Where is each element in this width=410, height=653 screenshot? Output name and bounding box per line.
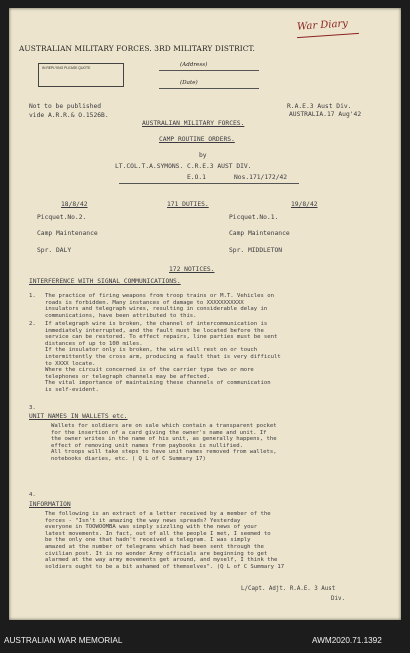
text-line: to XXXX locate. (45, 360, 96, 367)
text-line: effect of removing unit names from paybooks is nullified. (51, 442, 243, 449)
section4-body (45, 511, 385, 570)
unit-heading: R.A.E.3 Aust Div. (287, 103, 352, 110)
orders-heading: CAMP ROUTINE ORDERS. (159, 136, 235, 143)
duty-right-sapper: Spr. MIDDLETON (229, 247, 283, 254)
war-diary-text: War Diary (296, 18, 349, 33)
text-line: alarmed at the way army movements get around, and myself, I think the (45, 557, 278, 564)
text-line: Wallets for soldiers are on sale which contain a transparent pocket (51, 423, 277, 429)
by-line: by (199, 152, 207, 159)
text-line: The following is an extract of a letter received by a member of the (45, 511, 271, 517)
signature-line-2: Div. (331, 596, 345, 602)
duty-left-maintenance: Camp Maintenance (37, 230, 98, 237)
document-page (9, 8, 401, 620)
duty-right-picquet: Picquet.No.1. (229, 214, 279, 221)
text-line: notebooks diaries, etc. ( Q L of C Summary 17) (51, 455, 206, 462)
letterhead-title: AUSTRALIAN MILITARY FORCES. 3RD MILITARY DISTRICT. (19, 44, 255, 53)
reply-quote-box (38, 63, 124, 87)
text-line: for the insertion of a card giving the owner's name and unit. If (51, 429, 267, 436)
section3-title: UNIT NAMES IN WALLETS etc. (29, 413, 128, 420)
text-line: is self-evident. (45, 386, 99, 393)
duties-right-date: 19/8/42 (291, 201, 318, 208)
date-rule (159, 88, 259, 89)
text-line: civilian post. It is no wonder Army officials are beginning to get (45, 550, 268, 557)
text-line: intermittently the cross arm, producing a fault that is very difficult (45, 353, 281, 360)
archive-footer (0, 626, 410, 653)
section1-paragraph2 (45, 321, 385, 394)
text-line: telephones or telegraph channels may be affected. (45, 373, 211, 380)
publication-note-2: vide A.R.R.& O.1526B. (29, 112, 109, 119)
section3-body (51, 423, 385, 463)
section4-number: 4. (29, 492, 36, 498)
country-heading: AUSTRALIA. (289, 111, 327, 118)
text-line: latest movements. In fact, out of all the people I met, I seemed to (45, 530, 271, 537)
section1-title: INTERFERENCE WITH SIGNAL COMMUNICATIONS. (29, 278, 181, 285)
address-label: (Address) (180, 62, 208, 68)
order-numbers: Nos.171/172/42 (234, 174, 288, 181)
para1-number: 1. (29, 293, 36, 299)
section3-number: 3. (29, 405, 36, 411)
duties-left-date: 18/8/42 (61, 201, 88, 208)
text-line: The vital importance of maintaining these channels of communication (45, 380, 271, 387)
text-line: All troops will take steps to have unit names removed from wallets, (51, 449, 277, 456)
signature-line-1: L/Capt. Adjt. R.A.E. 3 Aust (241, 586, 336, 592)
text-line: the owner writes in the name of his unit, as generally happens, the (51, 436, 277, 443)
publication-note-1: Not to be published (29, 103, 102, 110)
annotation-underline (297, 33, 359, 38)
text-line: communications, have been attributed to this. (45, 312, 197, 319)
date-label: (Date) (180, 80, 198, 86)
text-line: If the insulator only is broken, the wire will rest on or touch (45, 347, 258, 354)
section4-title: INFORMATION (29, 501, 71, 508)
text-line: insulators and telegraph wires, resulting in considerable delay in (45, 306, 268, 313)
eo-number: E.O.1 (187, 174, 206, 181)
order-date: 17 Aug'42 (327, 111, 362, 118)
address-rule (159, 70, 259, 71)
text-line: be the only one that hadn't received a telegram. I was simply (45, 537, 251, 544)
text-line: The practice of firing weapons from troop trains or M.T. Vehicles on (45, 293, 275, 299)
text-line: forces - "Isn't it amazing the way news spreads? Yesterday (45, 517, 241, 524)
text-line: soldiers ought to be a bit ashamed of themselves". (Q L of C Summary 17 (45, 563, 285, 570)
footer-institution: AUSTRALIAN WAR MEMORIAL (4, 636, 123, 645)
text-line: If atelegraph wire is broken, the channel of intercommunication is (45, 321, 268, 327)
commander-line: LT.COL.T.A.SYMONS. C.R.E.3 AUST DIV. (115, 163, 252, 170)
reply-quote-label: IN REPLYING PLEASE QUOTE (42, 66, 91, 70)
text-line: Where the circuit concerned is of the carrier type two or more (45, 367, 254, 374)
header-divider (119, 183, 299, 184)
section1-paragraph1 (45, 293, 385, 319)
text-line: distances of up to 100 miles. (45, 340, 143, 347)
center-heading: AUSTRALIAN MILITARY FORCES. (142, 120, 245, 127)
text-line: amazed at the number of telegrams which had been sent through the (45, 543, 264, 550)
text-line: service can be restored. To effect repairs, line parties must be sent (45, 334, 278, 341)
duties-heading: 171 DUTIES. (167, 201, 209, 208)
text-line: roads is forbidden. Many instances of damage to XXXXXXXXXXX (45, 299, 244, 306)
footer-accession-number: AWM2020.71.1392 (312, 636, 382, 645)
handwritten-annotation (297, 18, 349, 33)
para2-number: 2. (29, 321, 36, 327)
duty-left-picquet: Picquet.No.2. (37, 214, 87, 221)
duty-left-sapper: Spr. DALY (37, 247, 72, 254)
duty-right-maintenance: Camp Maintenance (229, 230, 290, 237)
text-line: everyone in TOOWOOMBA was simply sizzling with the news of your (45, 524, 258, 531)
text-line: immediately interrupted, and the fault must be located before the (45, 327, 264, 334)
notices-heading: 172 NOTICES. (169, 266, 215, 273)
